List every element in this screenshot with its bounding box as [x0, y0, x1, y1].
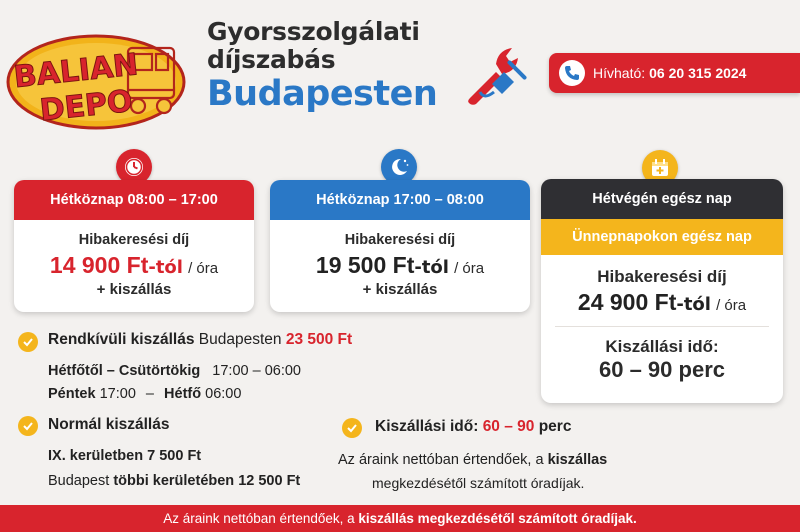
phone-label: Hívható:: [593, 65, 646, 81]
other-prefix: Budapest: [48, 473, 110, 489]
travel-time-value: 60 – 90 perc: [599, 357, 725, 382]
price-line: [270, 252, 530, 279]
price-value: 24 900 Ft: [577, 289, 677, 315]
net-price-note: [338, 452, 607, 468]
card-heading: Hétköznap 08:00 – 17:00: [14, 180, 254, 220]
district-price: 7 500 Ft: [147, 448, 202, 464]
price-line: [541, 289, 783, 316]
svg-text:DEPO: DEPO: [38, 83, 135, 129]
logo-graphic: [4, 30, 196, 130]
extraordinary-price: 23 500 Ft: [285, 331, 353, 348]
extraordinary-title: Rendkívüli kiszállás: [48, 331, 195, 348]
balian-depo-logo: [4, 30, 196, 130]
note-part-2: megkezdésétől számított óradíjak.: [372, 475, 585, 491]
price-suffix: -tól: [676, 294, 711, 315]
schedule-days: Hétfőtől – Csütörtökig: [48, 363, 201, 379]
other-district-line: [48, 473, 300, 489]
normal-title: Normál kiszállás: [48, 416, 170, 433]
per-hour: / óra: [454, 260, 485, 277]
note-bold: kiszállas: [547, 452, 608, 468]
title-line-1: Gyorsszolgálati: [207, 17, 420, 46]
travel-time-value: 60 – 90: [482, 418, 535, 435]
net-price-note-2: [372, 475, 584, 491]
fee-label: Hibakeresési díj: [597, 267, 727, 286]
card-heading: Hétvégén egész nap: [541, 179, 783, 219]
extraordinary-city: Budapesten: [198, 331, 282, 348]
schedule-line-1: [48, 363, 301, 379]
title-line-2: díjszabás: [207, 44, 336, 74]
price-value: 14 900 Ft: [49, 252, 149, 278]
phone-text: [593, 65, 746, 81]
phone-number: 06 20 315 2024: [649, 65, 747, 81]
weekday-day-card: [14, 180, 254, 312]
per-hour: / óra: [188, 260, 219, 277]
title-line-3: Budapesten: [207, 74, 438, 114]
weekday-night-card: [270, 180, 530, 312]
schedule-sep: –: [145, 386, 154, 402]
district-line: [48, 448, 201, 464]
note-part-1: Az áraink nettóban értendőek, a: [338, 452, 544, 468]
check-icon: [18, 416, 38, 436]
check-icon: [18, 332, 38, 352]
district-label: IX. kerületben: [48, 448, 144, 464]
price-suffix: -tól: [148, 257, 183, 278]
travel-time-unit: perc: [538, 418, 572, 435]
fee-label: Hibakeresési díj: [78, 232, 190, 248]
check-icon: [342, 418, 362, 438]
fee-label: Hibakeresési díj: [344, 232, 456, 248]
schedule-line-2: [48, 386, 241, 402]
other-price: többi kerületében 12 500 Ft: [113, 473, 301, 489]
divider: [555, 326, 769, 327]
schedule-time-1: 17:00: [99, 386, 136, 402]
phone-icon: [559, 60, 585, 86]
footer-bold: kiszállás megkezdésétől számított óradíjak.: [358, 511, 637, 526]
price-value: 19 500 Ft: [315, 252, 415, 278]
price-line: [14, 252, 254, 279]
normal-travel: [48, 416, 169, 434]
travel-time-label: Kiszállási idő:: [605, 337, 719, 356]
footer-text: Az áraink nettóban értendőek, a: [163, 511, 355, 526]
plus-travel: + kiszállás: [362, 281, 438, 298]
travel-time: [375, 418, 571, 436]
schedule-day-2: Hétfő: [164, 386, 202, 402]
price-suffix: -tól: [414, 257, 449, 278]
card-heading: Hétköznap 17:00 – 08:00: [270, 180, 530, 220]
svg-text:BALIAN: BALIAN: [12, 47, 140, 96]
phone-contact[interactable]: [549, 53, 800, 93]
schedule-day-1: Péntek: [48, 386, 96, 402]
per-hour: / óra: [716, 297, 747, 314]
extraordinary-travel: [48, 331, 352, 349]
weekend-card: [541, 179, 783, 403]
schedule-time: 17:00 – 06:00: [212, 363, 301, 379]
card-subheading: Ünnepnapokon egész nap: [541, 219, 783, 255]
page-title: [207, 18, 437, 114]
plus-travel: + kiszállás: [96, 281, 172, 298]
travel-time-label: Kiszállási idő:: [375, 418, 479, 435]
wrench-plug-icon: [462, 40, 530, 106]
schedule-time-2: 06:00: [205, 386, 242, 402]
footer-banner: [0, 505, 800, 532]
